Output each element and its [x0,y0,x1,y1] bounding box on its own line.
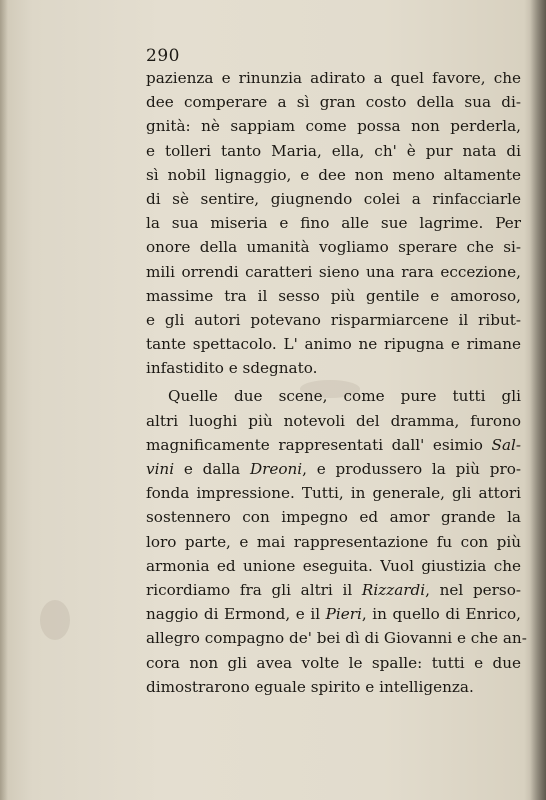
italic-name: vini [146,460,175,478]
text-line: onore della umanità vogliamo sperare che si- [146,238,521,257]
text-line: sostennero con impegno ed amor grande la [146,508,521,527]
text-line [146,578,521,602]
page-number: 290 [146,46,180,66]
spine-shadow [530,0,546,800]
text-line: allegro compagno de' bei dì di Giovanni e che an- [146,629,527,648]
text-line: Quelle due scene, come pure tutti gli [168,387,521,406]
text-line [146,433,521,457]
text-segment: , in quello di Enrico, [361,605,521,624]
text-line: di sè sentire, giugnendo colei a rinfacciarle [146,189,521,208]
text-segment: e dalla [174,460,250,478]
paper-stain [40,600,70,640]
italic-name: Rizzardi [361,580,426,599]
text-segment: magnificamente rappresentati dall' esimio [146,435,492,454]
text-segment: ricordiamo fra gli altri il [146,580,362,599]
text-line: cora non gli avea volte le spalle: tutti e due [146,653,521,672]
italic-name: Dreoni [249,460,303,478]
text-line [146,457,521,481]
text-segment: , nel perso- [425,580,521,599]
text-segment: , e produssero la più pro- [302,460,521,478]
text-line: la sua miseria e fino alle sue lagrime. Per [146,214,521,233]
text-segment: naggio di Ermond, e il [146,605,326,624]
paragraph-1 [146,66,521,380]
text-line: sì nobil lignaggio, e dee non meno altamente [146,165,521,184]
text-line: dee comperare a sì gran costo della sua di- [146,93,521,112]
text-line: massime tra il sesso più gentile e amoroso, [146,286,521,305]
text-line: gnità: nè sappiam come possa non perderla, [146,117,521,136]
text-line: pazienza e rinunzia adirato a quel favore, che [146,69,521,87]
italic-name: Sal- [491,435,521,454]
text-line: fonda impressione. Tutti, in generale, gli attori [146,484,521,503]
paragraph-2 [146,384,527,698]
text-line [146,602,521,626]
text-line: loro parte, e mai rappresentazione fu con più [146,532,521,551]
text-line: altri luoghi più notevoli del dramma, furono [146,411,521,430]
text-line: dimostrarono eguale spirito e intelligenza. [146,677,474,696]
text-line: e gli autori potevano risparmiarcene il ribut- [146,310,521,329]
text-line: tante spettacolo. L' animo ne ripugna e rimane [146,335,521,354]
text-line: armonia ed unione eseguita. Vuol giustizia che [146,556,521,575]
body-text [146,66,527,699]
text-line: mili orrendi caratteri sieno una rara eccezione, [146,262,521,281]
italic-name: Pieri [325,605,362,624]
text-line: infastidito e sdegnato. [146,359,318,378]
text-line: e tolleri tanto Maria, ella, ch' è pur nata di [146,141,521,160]
page-edge-shadow [0,0,8,800]
